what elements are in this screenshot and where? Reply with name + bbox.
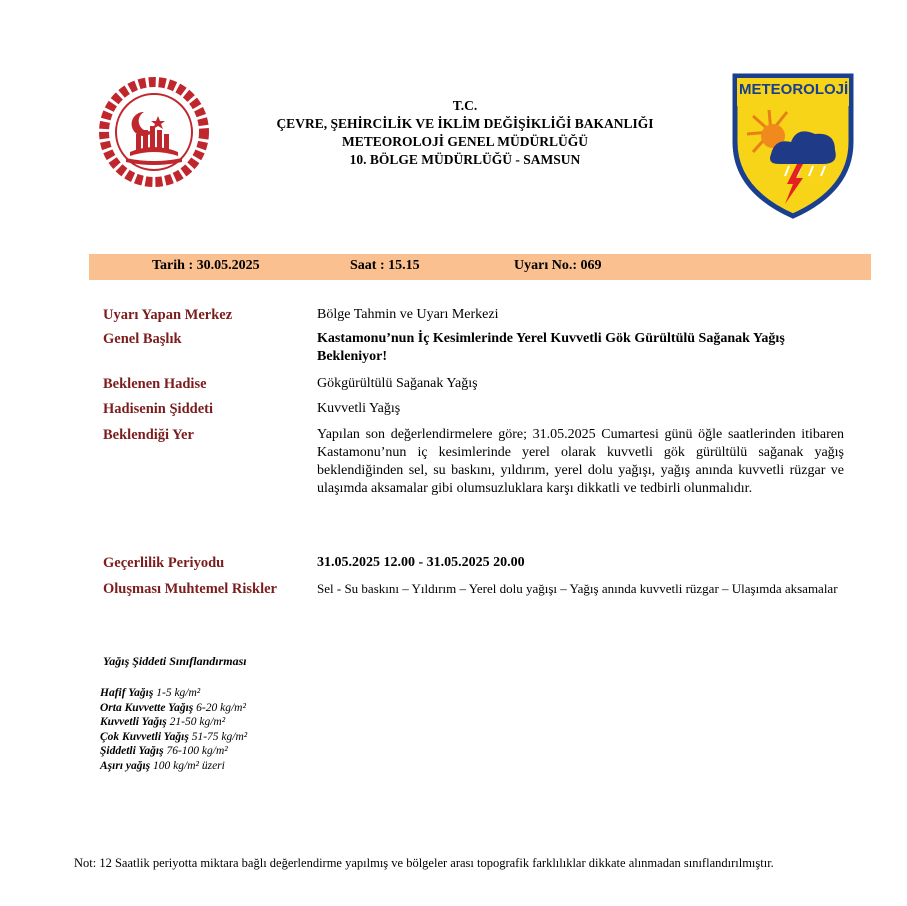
classification-item: Hafif Yağış 1-5 kg/m²: [100, 687, 201, 699]
field-validity-value: 31.05.2025 12.00 - 31.05.2025 20.00: [317, 555, 525, 570]
field-title-value: Kastamonu’nun İç Kesimlerinde Yerel Kuvvetli Gök Gürültülü Sağanak Yağış Bekleniyor!: [317, 331, 785, 364]
classification-title: Yağış Şiddeti Sınıflandırması: [103, 654, 247, 668]
warning-date: Tarih : 30.05.2025: [152, 258, 260, 273]
field-event-label: Beklenen Hadise: [103, 376, 207, 392]
field-place-value: Yapılan son değerlendirmelere göre; 31.05.2025 Cumartesi günü öğle saatlerinden itibaren Kastamonu’nun iç kesimlerinde yerel olarak kuvvetli gök gürültülü sağanak yağış beklendiğinden sel, su baskını, yıldırım, yerel dolu yağışı, yağış anında kuvvetli rüzgar ve ulaşımda aksamalar gibi olumsuzluklara karşı dikkatli ve tedbirli olunmalıdır.: [317, 427, 844, 496]
field-risks-value: Sel - Su baskını – Yıldırım – Yerel dolu yağışı – Yağış anında kuvvetli rüzgar – Ulaşımda aksamalar: [317, 581, 838, 596]
warning-time: Saat : 15.15: [350, 258, 420, 273]
classification-item: Şiddetli Yağış 76-100 kg/m²: [100, 745, 228, 758]
meteorology-logo-text: METEOROLOJİ: [739, 81, 849, 98]
ministry-logo: [92, 72, 216, 192]
classification-item: Orta Kuvvette Yağış 6-20 kg/m²: [100, 701, 246, 714]
footnote: Not: 12 Saatlik periyotta miktara bağlı değerlendirme yapılmış ve bölgeler arası topografik farklılıklar dikkate alınmadan sınıflandırılmıştır.: [74, 856, 774, 870]
classification-item: Kuvvetli Yağış 21-50 kg/m²: [100, 716, 226, 729]
classification-item: Aşırı yağış 100 kg/m² üzeri: [100, 759, 225, 772]
field-place-label: Beklendiği Yer: [103, 427, 194, 443]
field-center-value: Bölge Tahmin ve Uyarı Merkezi: [317, 307, 499, 322]
header-ministry: ÇEVRE, ŞEHİRCİLİK VE İKLİM DEĞİŞİKLİĞİ BAKANLIĞI: [276, 116, 654, 131]
field-validity-label: Geçerlilik Periyodu: [103, 555, 225, 571]
field-severity-value: Kuvvetli Yağış: [317, 401, 401, 416]
warning-number: Uyarı No.: 069: [514, 258, 602, 273]
header-country: T.C.: [452, 98, 478, 113]
header-block: [235, 97, 695, 169]
header-directorate: METEOROLOJİ GENEL MÜDÜRLÜĞÜ: [341, 134, 589, 149]
field-center-label: Uyarı Yapan Merkez: [103, 307, 233, 323]
meteorology-logo: [731, 72, 855, 220]
classification-item: Çok Kuvvetli Yağış 51-75 kg/m²: [100, 730, 248, 743]
field-risks-label: Oluşması Muhtemel Riskler: [103, 581, 277, 597]
header-regional: 10. BÖLGE MÜDÜRLÜĞÜ - SAMSUN: [349, 152, 581, 167]
info-bar: [89, 254, 871, 280]
field-title-label: Genel Başlık: [103, 331, 182, 347]
classification-list: [100, 686, 247, 774]
field-event-value: Gökgürültülü Sağanak Yağış: [317, 376, 478, 391]
field-severity-label: Hadisenin Şiddeti: [103, 401, 213, 417]
